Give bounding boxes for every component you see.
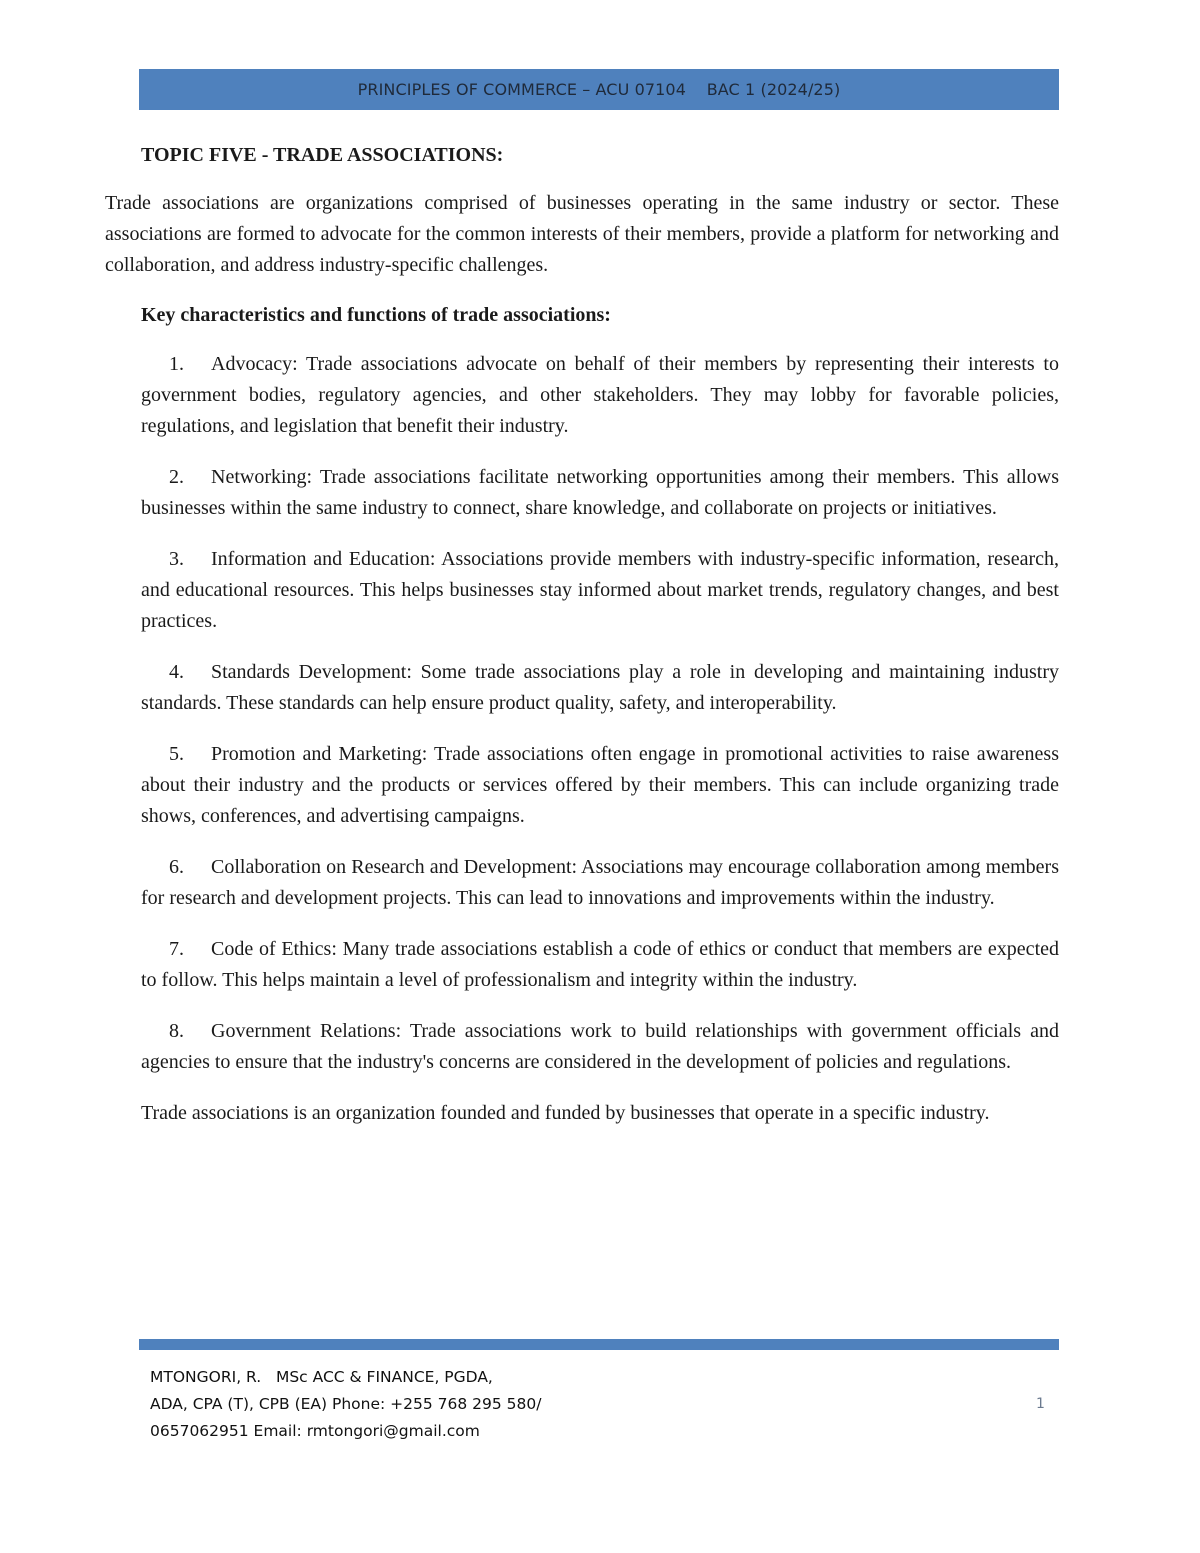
list-item-text: Collaboration on Research and Development: Associations may encourage collaboration among members for research and development projects. This can lead to innovations and improvements within the industry. (141, 856, 1059, 909)
list-item (141, 852, 1059, 914)
intro-paragraph: Trade associations are organizations comprised of businesses operating in the same industry or sector. These associations are formed to advocate for the common interests of their members, provide a platform for networking and collaboration, and address industry-specific challenges. (105, 192, 1059, 276)
page-number: 1 (1036, 1396, 1045, 1412)
list-item-number: 2. (169, 466, 184, 488)
list-item-text: Advocacy: Trade associations advocate on behalf of their members by representing their interests to government bodies, regulatory agencies, and other stakeholders. They may lobby for favorable policies, regulations, and legislation that benefit their industry. (141, 353, 1059, 437)
header-bar (139, 69, 1059, 110)
list-item-number: 8. (169, 1020, 184, 1042)
list-item-text: Promotion and Marketing: Trade associations often engage in promotional activities to raise awareness about their industry and the products or services offered by their members. This can include organizing trade shows, conferences, and advertising campaigns. (141, 743, 1059, 827)
list-item-text: Government Relations: Trade associations work to build relationships with government officials and agencies to ensure that the industry's concerns are considered in the development of policies and regulations. (141, 1020, 1059, 1073)
list-item-number: 6. (169, 856, 184, 878)
list-item-number: 4. (169, 661, 184, 683)
author-contact-block (150, 1364, 620, 1445)
list-item-text: Networking: Trade associations facilitate networking opportunities among their members. This allows businesses within the same industry to connect, share knowledge, and collaborate on projects or initiatives. (141, 466, 1059, 519)
list-item (141, 657, 1059, 719)
list-item-text: Code of Ethics: Many trade associations establish a code of ethics or conduct that members are expected to follow. This helps maintain a level of professionalism and integrity within the industry. (141, 938, 1059, 991)
list-item (141, 739, 1059, 832)
document-body (105, 140, 1059, 1129)
list-item-number: 5. (169, 743, 184, 765)
list-item (141, 544, 1059, 637)
list-item (141, 1016, 1059, 1078)
list-item (141, 349, 1059, 442)
list-item (141, 934, 1059, 996)
list-item-number: 7. (169, 938, 184, 960)
list-item-number: 3. (169, 548, 184, 570)
author-name-line: MTONGORI, R. MSc ACC & FINANCE, PGDA, (150, 1368, 493, 1386)
section-heading: Key characteristics and functions of trade associations: (141, 304, 611, 326)
header-text: PRINCIPLES OF COMMERCE – ACU 07104 BAC 1 (2024/25) (357, 80, 841, 99)
author-credentials-line: ADA, CPA (T), CPB (EA) Phone: +255 768 295 580/ (150, 1395, 542, 1413)
closing-paragraph: Trade associations is an organization founded and funded by businesses that operate in a specific industry. (141, 1102, 990, 1124)
topic-title: TOPIC FIVE - TRADE ASSOCIATIONS: (141, 144, 504, 166)
list-item-text: Standards Development: Some trade associations play a role in developing and maintaining industry standards. These standards can help ensure product quality, safety, and interoperability. (141, 661, 1059, 714)
author-email-line: 0657062951 Email: rmtongori@gmail.com (150, 1422, 480, 1440)
footer-divider-bar (139, 1339, 1059, 1350)
list-item-text: Information and Education: Associations provide members with industry-specific information, research, and educational resources. This helps businesses stay informed about market trends, regulatory changes, and best practices. (141, 548, 1059, 632)
list-item-number: 1. (169, 353, 184, 375)
characteristics-list (141, 349, 1059, 1078)
list-item (141, 462, 1059, 524)
